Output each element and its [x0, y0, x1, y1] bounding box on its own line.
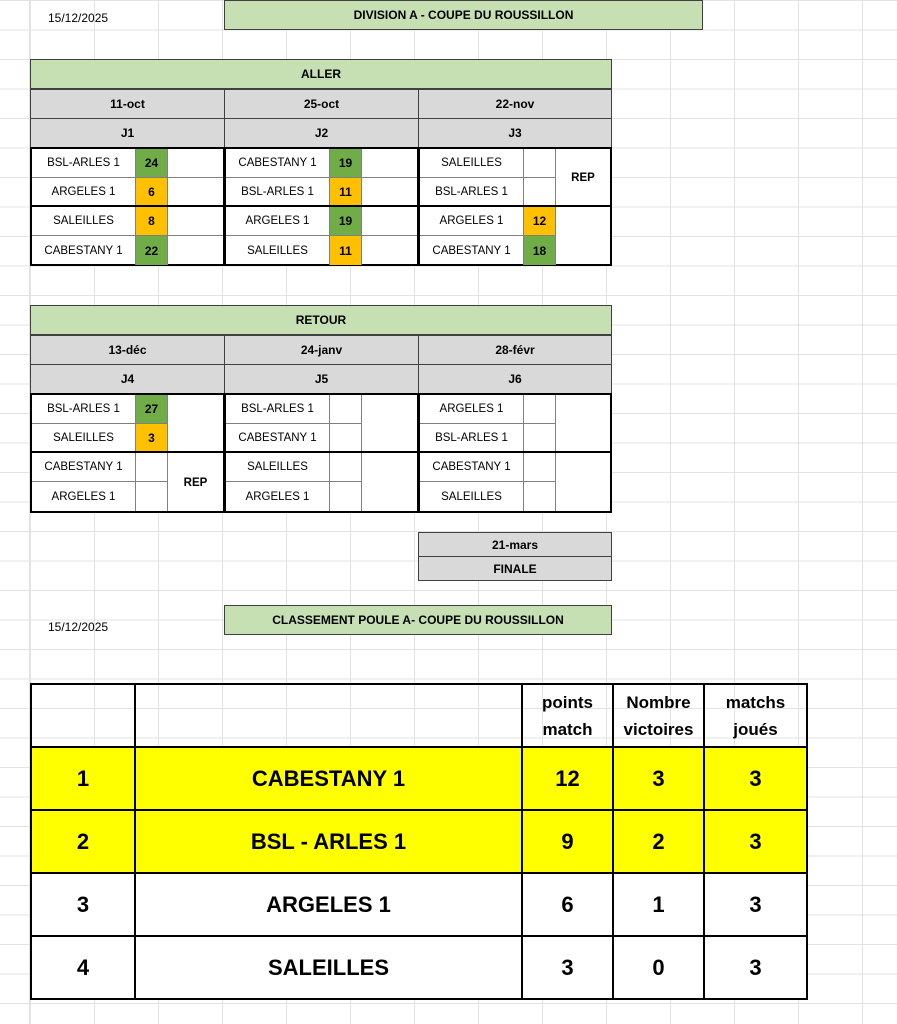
score-cell: 12 [524, 207, 556, 235]
team-name: ARGELES 1 [420, 395, 524, 423]
played-header-line2: joués [733, 719, 778, 739]
score-cell [136, 482, 168, 511]
match-row [32, 178, 223, 207]
team-name: CABESTANY 1 [420, 453, 524, 481]
wins-header-line2: victoires [623, 719, 694, 739]
wins-header-line1: Nombre [626, 692, 691, 712]
team-name: BSL-ARLES 1 [32, 149, 136, 177]
points-header-line2: match [542, 719, 593, 739]
score-cell [330, 424, 362, 451]
classement-date: 15/12/2025 [48, 620, 109, 634]
rank-cell: 3 [31, 873, 135, 936]
match-block-j6 [418, 393, 612, 513]
day-j6: J6 [418, 364, 612, 394]
played-cell: 3 [704, 747, 807, 810]
ranking-row [31, 810, 807, 873]
classement-title: CLASSEMENT POULE A- COUPE DU ROUSSILLON [224, 605, 612, 635]
score-cell: 24 [136, 149, 168, 177]
team-name: BSL-ARLES 1 [226, 395, 330, 423]
aller-header: ALLER [30, 59, 612, 89]
date-label: 15/12/2025 [48, 11, 109, 25]
team-name: BSL-ARLES 1 [420, 178, 524, 205]
day-j2: J2 [224, 118, 419, 148]
team-name: SALEILLES [226, 453, 330, 481]
played-header-line1: matchs [725, 692, 786, 712]
match-row [420, 236, 556, 265]
division-title: DIVISION A - COUPE DU ROUSSILLON [224, 0, 703, 30]
score-cell [524, 178, 556, 205]
team-name: CABESTANY 1 [226, 424, 330, 451]
ranking-row [31, 747, 807, 810]
rank-cell: 4 [31, 936, 135, 999]
score-cell: 11 [330, 236, 362, 265]
match-row [226, 149, 417, 178]
day-j4: J4 [30, 364, 225, 394]
team-name: BSL-ARLES 1 [32, 395, 136, 423]
team-name: SALEILLES [226, 236, 330, 265]
played-cell: 3 [704, 936, 807, 999]
team-name: ARGELES 1 [420, 207, 524, 235]
match-row [420, 207, 556, 236]
team-name: ARGELES 1 [226, 207, 330, 235]
match-row [32, 453, 168, 482]
wins-cell: 2 [613, 810, 704, 873]
team-cell: CABESTANY 1 [135, 747, 522, 810]
team-name: SALEILLES [420, 149, 524, 177]
rank-cell: 1 [31, 747, 135, 810]
score-cell [524, 424, 556, 451]
team-name: CABESTANY 1 [32, 236, 136, 265]
score-cell: 22 [136, 236, 168, 265]
match-row [32, 149, 223, 178]
day-j3: J3 [418, 118, 612, 148]
points-cell: 12 [522, 747, 613, 810]
team-name: BSL-ARLES 1 [420, 424, 524, 451]
finale-label: FINALE [418, 556, 612, 581]
ranking-row [31, 936, 807, 999]
team-name: ARGELES 1 [226, 482, 330, 511]
team-cell: ARGELES 1 [135, 873, 522, 936]
points-cell: 9 [522, 810, 613, 873]
points-header-line1: points [542, 692, 593, 712]
match-block-j4 [30, 393, 225, 513]
match-row [420, 424, 610, 453]
match-row [420, 482, 556, 511]
points-cell: 3 [522, 936, 613, 999]
aller-date-2: 25-oct [224, 89, 419, 119]
team-name: CABESTANY 1 [420, 236, 524, 265]
match-block-j1 [30, 147, 225, 266]
match-row [420, 395, 556, 424]
score-cell: 18 [524, 236, 556, 265]
score-cell [330, 482, 362, 511]
played-cell: 3 [704, 873, 807, 936]
retour-date-3: 28-févr [418, 335, 612, 365]
score-cell [524, 149, 556, 177]
ranking-row [31, 873, 807, 936]
score-cell: 8 [136, 207, 168, 235]
retour-header: RETOUR [30, 305, 612, 335]
score-cell: 27 [136, 395, 168, 423]
played-header [704, 684, 807, 747]
ranking-header-row [31, 684, 807, 747]
team-cell: BSL - ARLES 1 [135, 810, 522, 873]
team-header [135, 684, 522, 747]
team-name: ARGELES 1 [32, 482, 136, 511]
retour-date-1: 13-déc [30, 335, 225, 365]
match-row [32, 207, 223, 236]
team-name: BSL-ARLES 1 [226, 178, 330, 205]
score-cell: 6 [136, 178, 168, 205]
team-name: SALEILLES [32, 207, 136, 235]
match-row [226, 424, 417, 453]
wins-cell: 1 [613, 873, 704, 936]
aller-date-3: 22-nov [418, 89, 612, 119]
rep-label: REP [183, 477, 208, 489]
points-cell: 6 [522, 873, 613, 936]
match-row [420, 453, 556, 482]
day-j1: J1 [30, 118, 225, 148]
played-cell: 3 [704, 810, 807, 873]
wins-header [613, 684, 704, 747]
score-cell [524, 453, 556, 481]
score-cell [524, 482, 556, 511]
team-name: CABESTANY 1 [32, 453, 136, 481]
match-block-j5 [224, 393, 419, 513]
rep-label: REP [571, 172, 595, 184]
score-cell: 19 [330, 207, 362, 235]
points-header [522, 684, 613, 747]
match-row [226, 453, 362, 482]
score-cell [136, 453, 168, 481]
score-cell [524, 395, 556, 423]
team-name: SALEILLES [420, 482, 524, 511]
match-row [226, 207, 417, 236]
match-row [32, 482, 168, 511]
score-cell [330, 453, 362, 481]
match-row [420, 149, 556, 178]
team-name: SALEILLES [32, 424, 136, 451]
finale-date: 21-mars [418, 532, 612, 557]
aller-date-1: 11-oct [30, 89, 225, 119]
match-row [226, 395, 362, 424]
retour-date-2: 24-janv [224, 335, 419, 365]
wins-cell: 0 [613, 936, 704, 999]
score-cell [330, 395, 362, 423]
rank-cell: 2 [31, 810, 135, 873]
team-name: CABESTANY 1 [226, 149, 330, 177]
score-cell: 11 [330, 178, 362, 205]
match-row [226, 236, 417, 265]
team-cell: SALEILLES [135, 936, 522, 999]
match-block-j2 [224, 147, 419, 266]
match-row [32, 236, 223, 265]
match-row [226, 178, 417, 207]
match-row [226, 482, 362, 511]
match-row [32, 395, 168, 424]
wins-cell: 3 [613, 747, 704, 810]
match-row [32, 424, 223, 453]
day-j5: J5 [224, 364, 419, 394]
team-name: ARGELES 1 [32, 178, 136, 205]
score-cell: 3 [136, 424, 168, 451]
ranking-table [30, 683, 808, 1000]
score-cell: 19 [330, 149, 362, 177]
match-block-j3 [418, 147, 612, 266]
rank-header [31, 684, 135, 747]
